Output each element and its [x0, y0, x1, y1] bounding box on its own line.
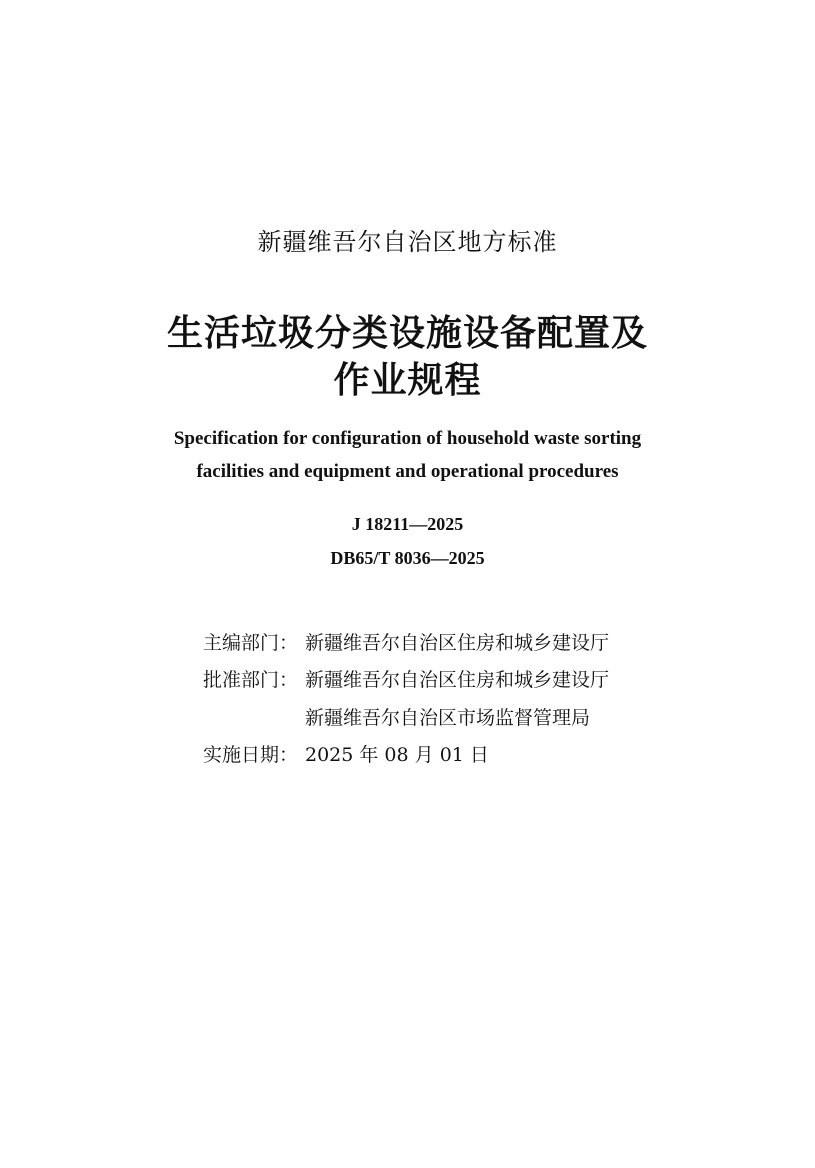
standard-code-j: J 18211—2025: [351, 514, 464, 534]
approver-value-1: 新疆维吾尔自治区住房和城乡建设厅: [305, 669, 610, 691]
approver-row: [203, 666, 763, 694]
date-value: 2025 年 08 月 01 日: [305, 744, 489, 766]
approver-label: 批准部门：: [203, 669, 299, 691]
title-cn-line-2: 作业规程: [333, 359, 482, 401]
editor-row: [203, 629, 763, 657]
title-en-line-2: facilities and equipment and operational procedures: [196, 461, 619, 482]
title-en-line-1: Specification for configuration of household waste sorting: [173, 428, 642, 449]
approver-row-2: [203, 704, 763, 732]
approver-value-2: 新疆维吾尔自治区市场监督管理局: [305, 707, 591, 729]
standard-type-heading: 新疆维吾尔自治区地方标准: [257, 228, 558, 256]
editor-value: 新疆维吾尔自治区住房和城乡建设厅: [305, 632, 610, 654]
editor-label: 主编部门：: [203, 632, 299, 654]
date-row: [203, 741, 763, 769]
standard-code-db: DB65/T 8036—2025: [330, 548, 485, 568]
title-cn-line-1: 生活垃圾分类设施设备配置及: [166, 312, 648, 354]
date-label: 实施日期：: [203, 744, 299, 766]
